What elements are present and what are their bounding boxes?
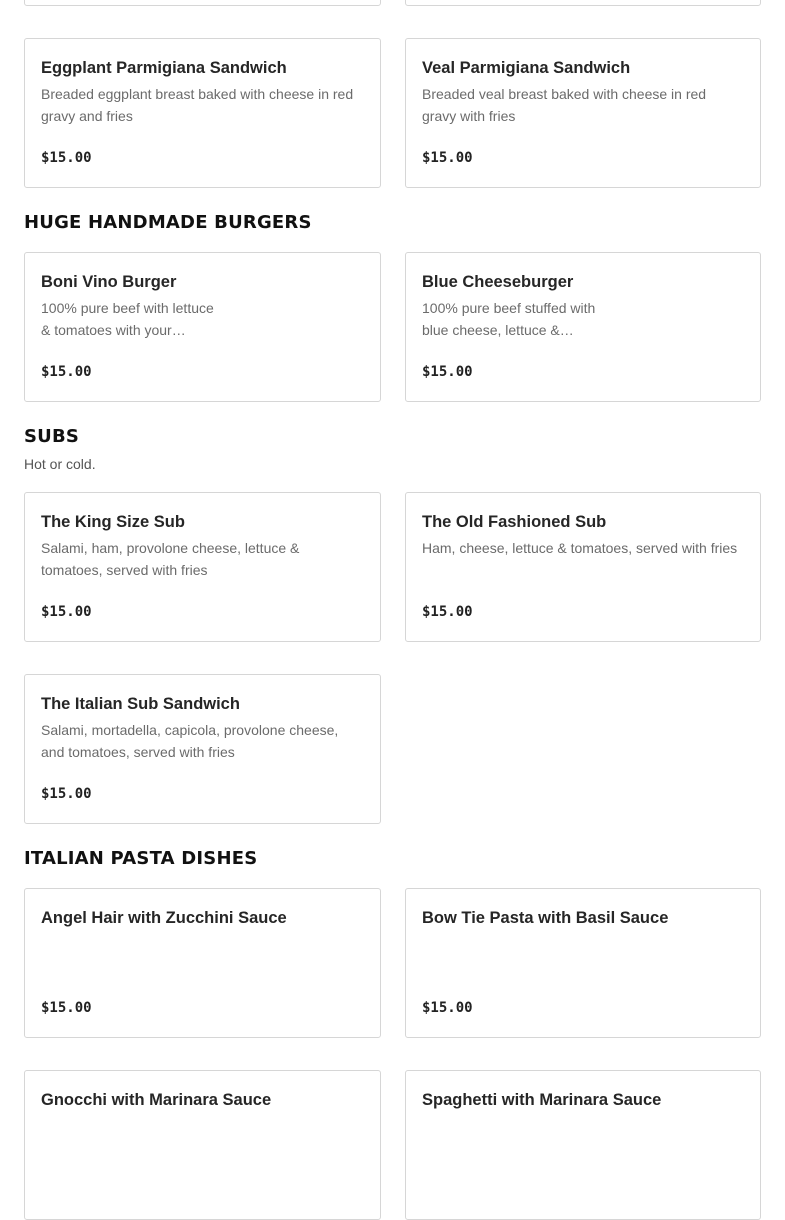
menu-item-card[interactable] [24,38,381,188]
menu-item-price: $15.00 [41,1000,92,1016]
menu-item-name: The Italian Sub Sandwich [41,695,240,713]
menu-item-card[interactable] [405,252,761,402]
menu-item-price: $15.00 [422,1000,473,1016]
menu-item-card[interactable] [24,252,381,402]
menu-item-name: Boni Vino Burger [41,273,177,291]
menu-item-card[interactable] [405,1070,761,1220]
section-subtitle: Hot or cold. [24,456,96,472]
menu-item-name: Veal Parmigiana Sandwich [422,59,631,77]
menu-item-name: Spaghetti with Marinara Sauce [422,1091,662,1109]
menu-item-card[interactable] [24,888,381,1038]
menu-item-card[interactable] [24,492,381,642]
menu-item-name: The King Size Sub [41,513,185,531]
menu-item-name: Gnocchi with Marinara Sauce [41,1091,272,1109]
menu-item-name: Eggplant Parmigiana Sandwich [41,59,287,77]
menu-item-description: Ham, cheese, lettuce & tomatoes, served with fries [422,540,738,556]
menu-item-card[interactable] [24,1070,381,1220]
menu-item-name: The Old Fashioned Sub [422,513,607,531]
menu-item-card[interactable] [24,0,381,6]
menu-item-description: Breaded eggplant breast baked with cheese in red gravy and fries [41,86,354,124]
menu-item-name: Bow Tie Pasta with Basil Sauce [422,909,669,927]
menu-item-card[interactable] [24,674,381,824]
section-title: SUBS [24,426,80,447]
menu-item-description: 100% pure beef stuffed with blue cheese, lettuce &… [422,300,596,338]
menu-item-price: $15.00 [41,150,92,166]
menu-item-name: Blue Cheeseburger [422,273,574,291]
menu-item-card[interactable] [405,38,761,188]
section-title: HUGE HANDMADE BURGERS [24,212,312,233]
menu-item-description: Salami, mortadella, capicola, provolone cheese, and tomatoes, served with fries [41,722,339,760]
menu-item-price: $15.00 [41,364,92,380]
menu-item-price: $15.00 [41,786,92,802]
menu-item-description: Salami, ham, provolone cheese, lettuce & tomatoes, served with fries [41,540,300,578]
section-title: ITALIAN PASTA DISHES [24,848,258,869]
menu-item-name: Angel Hair with Zucchini Sauce [41,909,287,927]
menu-item-card[interactable] [405,0,761,6]
menu-item-card[interactable] [405,888,761,1038]
menu-item-price: $15.00 [422,604,473,620]
menu-item-price: $15.00 [422,364,473,380]
menu-item-price: $15.00 [41,604,92,620]
menu-item-description: 100% pure beef with lettuce & tomatoes with your… [41,300,214,338]
menu-item-price: $15.00 [422,150,473,166]
menu-item-description: Breaded veal breast baked with cheese in red gravy with fries [422,86,707,124]
menu-item-card[interactable] [405,492,761,642]
